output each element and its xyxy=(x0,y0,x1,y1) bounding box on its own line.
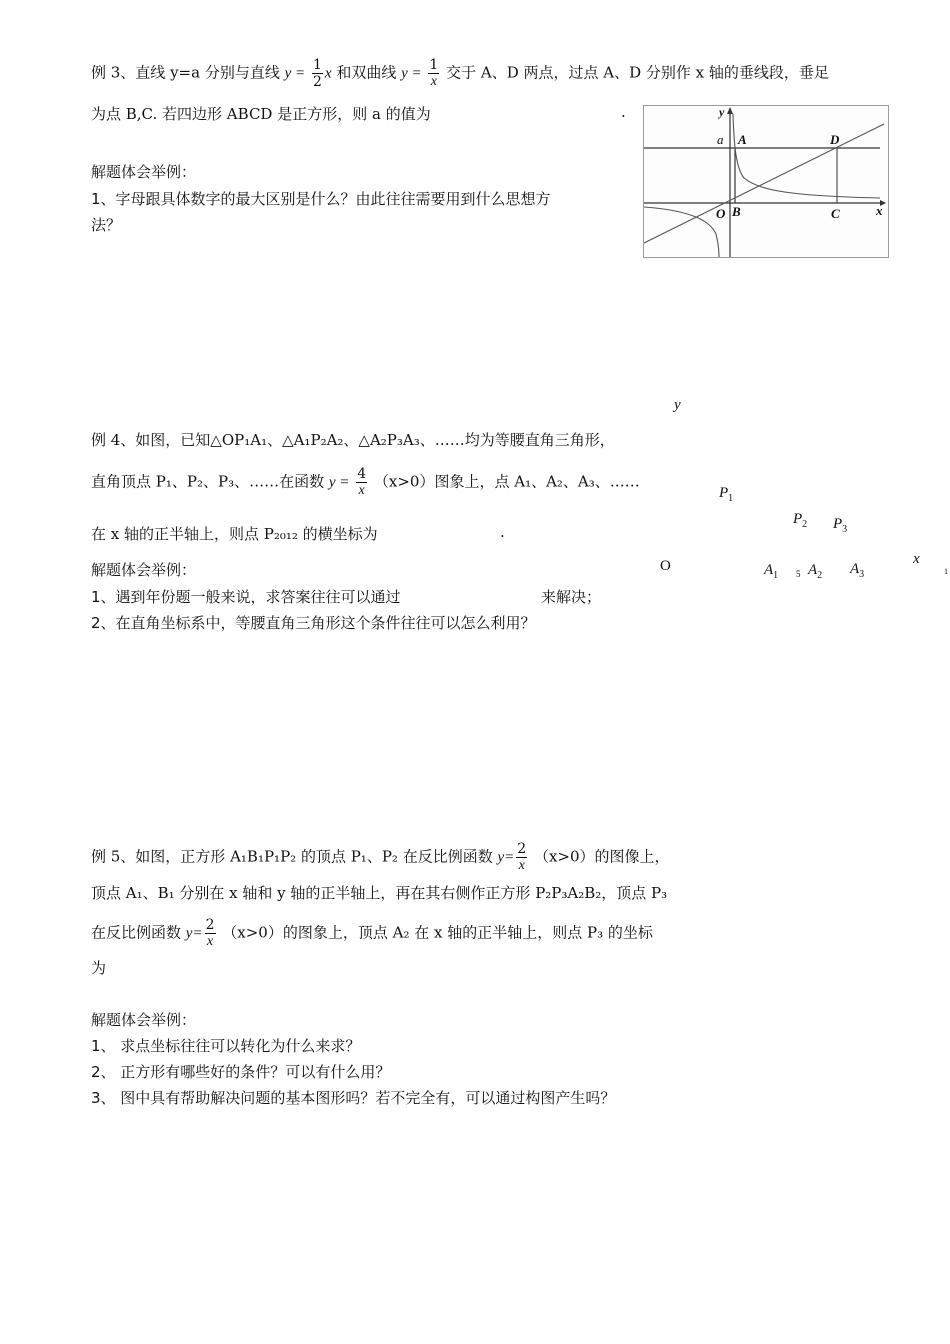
ex4-fig-P3 xyxy=(833,516,847,535)
ex4-fig-A2-letter: A xyxy=(808,562,818,578)
ex3-text-3: 交于 A、D 两点，过点 A、D 分别作 x 轴的垂线段，垂足 xyxy=(446,63,829,82)
ex3-hyperbola-right xyxy=(733,114,880,198)
ex4-hint-2: 2、在直角坐标系中，等腰直角三角形这个条件往往可以怎么利用？ xyxy=(91,614,536,632)
ex4-fig-A3-letter: A xyxy=(850,561,860,577)
ex3-line-y-half-x xyxy=(644,124,884,243)
ex3-eq2-fraction xyxy=(428,58,439,89)
ex5-eq2-fraction xyxy=(205,918,216,949)
ex5-text-1-end: （x>0）的图像上， xyxy=(533,847,670,866)
ex5-eq2-denominator: x xyxy=(206,934,214,949)
ex3-hint-title: 解题体会举例： xyxy=(91,163,197,181)
ex4-fig-P2-sub: 2 xyxy=(802,519,808,530)
ex4-fig-P3-sub: 3 xyxy=(842,524,848,535)
ex5-line1 xyxy=(91,842,670,873)
ex5-text-3a: 在反比例函数 xyxy=(91,923,182,942)
ex4-fig-P1 xyxy=(719,485,733,504)
ex3-eq2-lhs: y = xyxy=(401,65,422,82)
ex4-line2 xyxy=(91,467,640,498)
ex4-fig-P1-sub: 1 xyxy=(728,493,734,504)
ex4-fig-five: 5 xyxy=(796,569,801,579)
ex4-fig-O: O xyxy=(660,558,671,574)
ex5-eq1-denominator: x xyxy=(518,858,525,873)
ex3-label-x: x xyxy=(876,203,883,218)
ex3-eq2-numerator: 1 xyxy=(429,57,439,73)
ex4-eq-lhs: y = xyxy=(328,474,350,491)
ex5-text-3b: （x>0）的图象上，顶点 A₂ 在 x 轴的正半轴上，则点 P₃ 的坐标 xyxy=(222,923,653,942)
ex4-fig-x: x xyxy=(913,551,920,567)
ex3-line2-period: . xyxy=(621,103,626,121)
ex5-line2: 顶点 A₁、B₁ 分别在 x 轴和 y 轴的正半轴上，再在其右侧作正方形 P₂P₃A₂B₂，顶点 P₃ xyxy=(91,884,668,902)
ex5-eq1-numerator: 2 xyxy=(517,841,527,857)
ex3-label-a: a xyxy=(717,132,724,147)
ex3-label-C: C xyxy=(831,206,840,221)
ex4-fig-y: y xyxy=(674,397,681,413)
ex4-fig-edge-mark: 1 xyxy=(944,567,948,576)
ex5-line4: 为 xyxy=(91,959,107,977)
ex4-fig-P2 xyxy=(793,511,807,530)
ex4-line3: 在 x 轴的正半轴上，则点 P₂₀₁₂ 的横坐标为 xyxy=(91,525,378,543)
ex3-label-B: B xyxy=(732,204,741,219)
ex3-label-y: y xyxy=(719,105,725,119)
ex4-fig-A1-sub: 1 xyxy=(773,570,779,581)
ex5-hint-title: 解题体会举例： xyxy=(91,1011,197,1029)
ex3-eq1-var: x xyxy=(324,65,332,82)
ex4-fig-A3-sub: 3 xyxy=(859,569,865,580)
ex4-line3-period: . xyxy=(500,523,505,541)
ex3-eq1-denominator: 2 xyxy=(312,74,322,90)
ex4-text-2a: 直角顶点 P₁、P₂、P₃、……在函数 xyxy=(91,472,325,491)
ex5-hint-2: 2、 正方形有哪些好的条件？可以有什么用？ xyxy=(91,1063,391,1081)
ex3-text-1: 例 3、直线 y=a 分别与直线 xyxy=(91,63,280,82)
ex4-hint-title: 解题体会举例： xyxy=(91,561,197,579)
ex4-fig-A2 xyxy=(808,562,822,581)
ex3-label-O: O xyxy=(716,206,726,221)
ex3-graph xyxy=(644,106,888,257)
ex4-fig-A1 xyxy=(764,562,778,581)
ex5-eq1-fraction xyxy=(516,842,527,873)
ex3-text-2: 和双曲线 xyxy=(336,63,397,82)
ex4-fig-A1-letter: A xyxy=(764,562,774,578)
ex4-text-2b: （x>0）图象上，点 A₁、A₂、A₃、…… xyxy=(373,472,640,491)
ex4-eq-denominator: x xyxy=(358,483,365,498)
ex3-label-D: D xyxy=(830,132,840,147)
ex4-fig-A3 xyxy=(850,561,864,580)
ex4-hint-1a: 1、遇到年份题一般来说，求答案往往可以通过 xyxy=(91,588,401,606)
ex3-y-arrow xyxy=(727,107,733,114)
ex5-hint-3: 3、 图中具有帮助解决问题的基本图形吗？若不完全有，可以通过构图产生吗？ xyxy=(91,1089,616,1107)
ex5-line3 xyxy=(91,918,653,949)
ex3-hyperbola-left xyxy=(644,207,719,257)
ex3-figure xyxy=(643,105,889,258)
ex4-fig-P1-letter: P xyxy=(719,485,729,501)
ex5-text-1: 例 5、如图，正方形 A₁B₁P₁P₂ 的顶点 P₁、P₂ 在反比例函数 xyxy=(91,847,493,866)
ex4-line1: 例 4、如图，已知△OP₁A₁、△A₁P₂A₂、△A₂P₃A₃、……均为等腰直角三角形， xyxy=(91,431,615,449)
ex3-label-A: A xyxy=(738,132,747,147)
ex4-eq-numerator: 4 xyxy=(357,466,367,482)
ex3-hint-1a: 1、字母跟具体数字的最大区别是什么？由此往往需要用到什么思想方 xyxy=(91,190,551,208)
ex4-fig-A2-sub: 2 xyxy=(817,570,823,581)
ex3-eq1-lhs: y = xyxy=(284,65,306,82)
ex3-hint-1b: 法？ xyxy=(91,216,122,234)
ex3-eq1-fraction xyxy=(312,58,323,89)
ex5-eq2-numerator: 2 xyxy=(205,917,215,933)
ex3-eq1-numerator: 1 xyxy=(312,57,322,73)
ex4-eq-fraction xyxy=(356,467,367,498)
ex3-line2: 为点 B,C. 若四边形 ABCD 是正方形，则 a 的值为 xyxy=(91,105,431,123)
ex4-hint-1b: 来解决； xyxy=(541,588,602,606)
ex3-eq2-denominator: x xyxy=(430,74,437,89)
ex5-hint-1: 1、 求点坐标往往可以转化为什么来求？ xyxy=(91,1037,361,1055)
ex5-eq1-lhs: y= xyxy=(497,849,515,866)
ex5-eq2-lhs: y= xyxy=(185,925,203,942)
ex4-fig-P3-letter: P xyxy=(833,516,843,532)
ex3-line1 xyxy=(91,58,829,89)
ex4-fig-P2-letter: P xyxy=(793,511,803,527)
